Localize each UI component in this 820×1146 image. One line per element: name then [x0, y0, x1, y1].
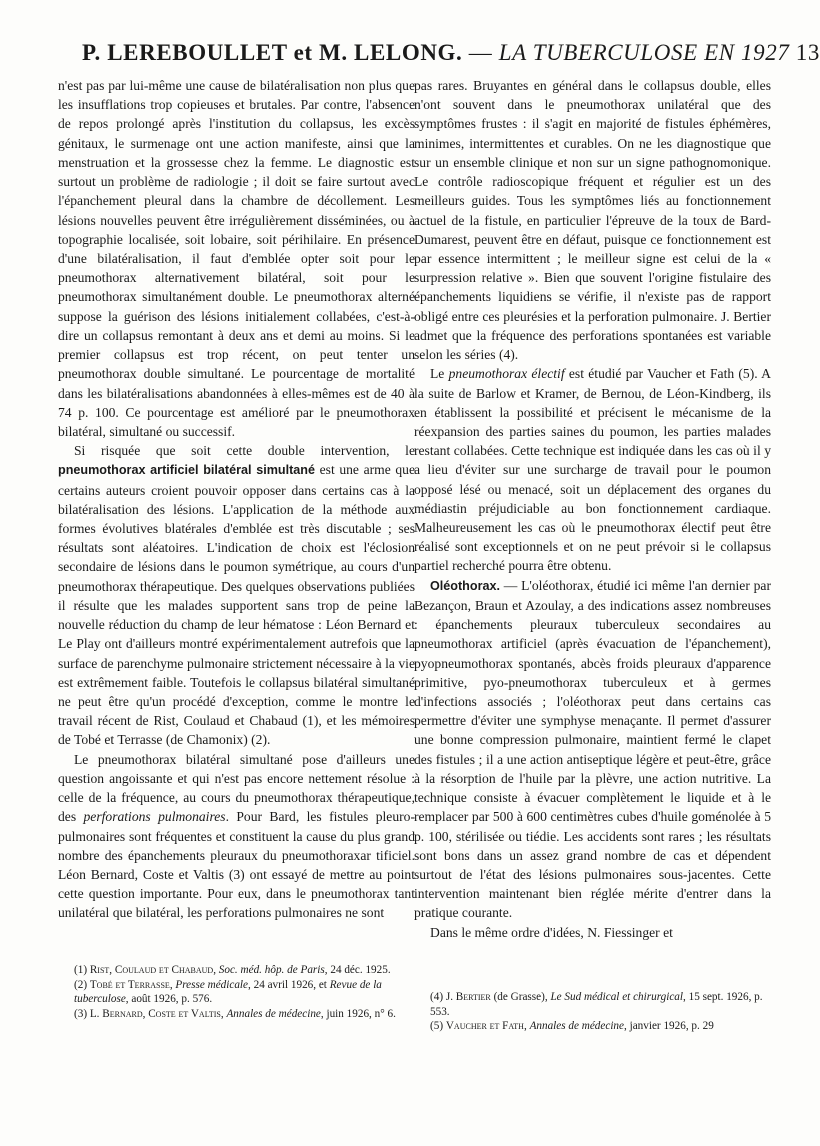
left-p3-rest: . Pour Bard, les fistules pleuro-pulmonaires sont fréquentes et constituent la cause du plus grand nombre des épanchements pleuraux du pneumothoraxar tificiel. Léon Bernard, Coste et Valtis (3) ont essayé de mettre au point cette question importante. Pour eux, dans le pneumothorax tant unilatéral que bilatéral, les perforations pulmonaires ne sont	[58, 809, 415, 921]
term-bilateral-pneumothorax: pneumothorax artificiel bilatéral simultané	[58, 463, 315, 478]
term-elective-pneumothorax: pneumothorax électif	[448, 366, 565, 382]
header-year: 1927	[734, 40, 796, 65]
running-header	[82, 40, 820, 70]
term-perforations: perforations pulmonaires	[83, 809, 226, 825]
right-paragraph-1: pas rares. Bruyantes en général dans le collapsus double, elles n'ont souvent dans le pneumothorax unilatéral que des symptômes frustes : il s'agit en majorité de fistules éphémères, minimes, intermittentes et curables. On ne les diagnostique que sur un ensemble clinique et non sur un signe pathognomonique. Le contrôle radioscopique fréquent et régulier est un des meilleurs guides. Tous les symptômes liés au fonctionnement actuel de la fistule, en particulier l'épreuve de la toux de Bard-Dumarest, peuvent être en défaut, puisque ce fonctionnement est par essence intermittent ; le meilleur signe est celui de la « surpression relative ». Bien que souvent l'origine fistulaire des épanchements liquidiens se vérifie, il n'existe pas de rapport obligé entre ces pleurésies et la perforation pulmonaire. J. Bertier admet que la fréquence des perforations spontanées est variable selon les séries (4).	[414, 78, 771, 363]
right-column	[414, 76, 771, 942]
left-p2-lead: Si risquée que soit cette double intervention, le	[74, 443, 415, 459]
right-p2-rest: est étudié par Vaucher et Fath (5). A la suite de Barlow et Kramer, de Bernou, de Léon-Kindberg, ils en établissent la possibilité et précisent le mécanisme de la réexpansion des parties saines du poumon, les parties malades restant collabées. Cette technique est indiquée dans les cas où il y a lieu d'éviter sur une surcharge de travail pour le poumon opposé lésé ou menacé, soit un déplacement des organes du médiastin préjudiciable au bon fonctionnement cardiaque. Malheureusement les cas où le pneumothorax électif peut être réalisé sont exceptionnels et on ne peut prévoir si le collapsus partiel recherché pourra être obtenu.	[414, 366, 771, 574]
footnote-5: (5) Vaucher et Fath, Annales de médecine, janvier 1926, p. 29	[430, 1020, 714, 1033]
footnote-3: (3) L. Bernard, Coste et Valtis, Annales de médecine, juin 1926, n° 6.	[74, 1007, 396, 1020]
page-number: 13	[795, 40, 820, 65]
right-p3-rest: — L'oléothorax, étudié ici même l'an dernier par Bezançon, Braun et Azoulay, a des indications assez nombreuses : épanchements pleuraux tuberculeux secondaires au pneumothorax artificiel (après évacuation de l'épanchement), pyopneumothorax spontanés, abcès froids pleuraux d'apparence primitive, pyo-pneumothorax tuberculeux et à germes d'infections associés ; l'oléothorax peut dans certains cas permettre d'éviter une symphyse menaçante. Il permet d'assurer une bonne compression pulmonaire, maintient fermé le clapet des fistules ; il a une action antiseptique légère et peut-être, grâce à la résorption de l'huile par la plèvre, une action nutritive. La technique consiste à évacuer complètement le liquide et à le remplacer par 500 à 600 centimètres cubes d'huile goménolée à 5 p. 100, stérilisée ou tiédie. Les accidents sont rares ; les résultats sont bons dans un assez grand nombre de cas et dépendent surtout de l'état des lésions pulmonaires sous-jacentes. Cette intervention maintenant bien réglée mérite d'entrer dans la pratique courante.	[414, 577, 771, 921]
footnote-2: (2) Tobé et Terrasse, Presse médicale, 24 avril 1926, et Revue de la tuberculose, août 1926, p. 576.	[74, 978, 382, 1006]
right-paragraph-4: Dans le même ordre d'idées, N. Fiessinger et	[430, 924, 673, 940]
footnotes-right	[414, 990, 771, 1034]
right-paragraph-2	[414, 364, 771, 575]
term-oleothorax: Oléothorax.	[430, 578, 500, 593]
left-column	[58, 76, 415, 923]
footnotes-left	[58, 963, 415, 1021]
left-p3-lead: Le pneumothorax bilatéral simultané pose d'ailleurs une question angoissante et qui n'est pas encore nettement résolue : celle de la fréquence, au cours du pneumothorax thérapeutique, des	[58, 751, 415, 825]
right-p2-lead: Le	[430, 366, 449, 382]
footnote-4: (4) J. Bertier (de Grasse), Le Sud médical et chirurgical, 15 sept. 1926, p. 553.	[430, 991, 763, 1018]
right-paragraph-3	[414, 576, 771, 923]
header-title: LA TUBERCULOSE EN	[498, 40, 735, 65]
header-authors: P. LEREBOULLET et M. LELONG.	[82, 40, 463, 65]
left-paragraph-3	[58, 750, 415, 923]
header-dash: —	[462, 40, 499, 65]
left-p2-rest: est une arme que certains auteurs croient pouvoir opposer dans certains cas à la bilatéralisation des lésions. L'application de la méthode aux formes évolutives blatérales d'emblée est très discutable ; ses résultats sont aléatoires. L'indication de choix est l'éclosion secondaire de lésions dans le poumon symétrique, au cours d'un pneumothorax thérapeutique. Des quelques observations publiées il résulte que les malades supportent sans trop de peine la nouvelle réduction du champ de leur hématose : Léon Bernard et Le Play ont d'ailleurs montré expérimentalement autrefois que la surface de parenchyme pulmonaire strictement nécessaire à la vie est extrêmement faible. Toutefois le collapsus bilatéral simultané ne peut être qu'un procédé d'exception, comme le montre le travail récent de Rist, Coulaud et Chabaud (1), et les mémoires de Tobé et Terrasse (de Chamonix) (2).	[58, 462, 415, 748]
left-paragraph-2	[58, 441, 415, 750]
footnote-1: (1) Rist, Coulaud et Chabaud, Soc. méd. hôp. de Paris, 24 déc. 1925.	[74, 964, 391, 976]
left-paragraph-1: n'est pas par lui-même une cause de bilatéralisation non plus que les insufflations trop copieuses et brutales. Par contre, l'absence de repos prolongé après l'institution du collapsus, les excès génitaux, le surmenage ont une action manifeste, ainsi que la menstruation et la grossesse chez la femme. Le diagnostic est surtout un problème de radiologie ; il doit se faire surtout avec l'épanchement pleural dans la chambre de décollement. Les lésions nouvelles peuvent être irrégulièrement disséminées, ou à topographie localisée, soit lobaire, soit périhilaire. En présence d'une bilatéralisation, il faut d'emblée opter soit pour le pneumothorax alternativement bilatéral, soit pour le pneumothorax simultanément double. Le pneumothorax alterné suppose la guérison des lésions initialement collabées, c'est-à-dire un collapsus remontant à deux ans et demi au moins. Si le premier collapsus est trop récent, on peut tenter un pneumothorax double simultané. Le pourcentage de mortalité dans les bilatéralisations abandonnées à elles-mêmes est de 40 à 74 p. 100. Ce pourcentage est amélioré par le pneumothorax bilatéral, simultané ou successif.	[58, 78, 415, 439]
